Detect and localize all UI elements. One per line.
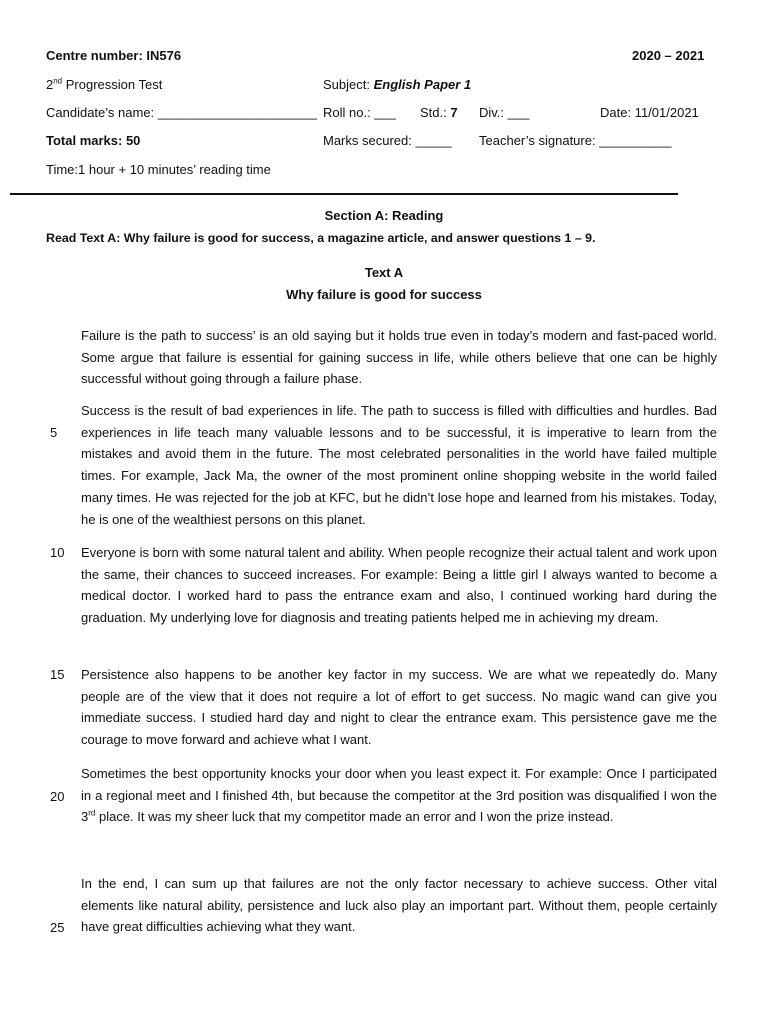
time-allowed: Time:1 hour + 10 minutes’ reading time xyxy=(46,162,271,177)
paragraph-6: In the end, I can sum up that failures are not the only factor necessary to achieve success. Other vital elements like natural ability, persistence and luck also play an important part. Without them, people certainly have great difficulties achieving what they want. xyxy=(81,876,717,935)
marks-secured-field: Marks secured: _____ xyxy=(323,133,452,148)
text-title: Why failure is good for success xyxy=(286,287,482,302)
test-name-text: Progression Test xyxy=(65,77,163,92)
section-instruction: Read Text A: Why failure is good for success, a magazine article, and answer questions 1 – 9. xyxy=(46,231,596,245)
date-field: Date: 11/01/2021 xyxy=(600,105,699,120)
subject-value: English Paper 1 xyxy=(373,77,472,92)
test-name xyxy=(46,77,162,93)
section-title: Section A: Reading xyxy=(324,208,444,223)
div-field: Div.: ___ xyxy=(479,105,530,120)
line-number-20: 20 xyxy=(50,789,65,804)
roll-no-field: Roll no.: ___ xyxy=(323,105,396,120)
std-value: 7 xyxy=(450,105,458,120)
line-number-25: 25 xyxy=(50,920,65,935)
text-label: Text A xyxy=(364,265,404,280)
paragraph-5-part-2: place. It was my sheer luck that my competitor made an error and I won the prize instead. xyxy=(95,809,614,825)
paragraph-5-superscript: rd xyxy=(88,809,96,819)
paragraph-3: Everyone is born with some natural talent and ability. When people recognize their actual talent and work upon the same, their chances to succeed increases. For example: Being a little girl I always wanted to become a medical doctor. I worked hard to pass the entrance exam and also, I continued working hard during the graduation. My underlying love for diagnosis and treating patients helped me in achieving my dream. xyxy=(81,545,717,626)
subject-label: Subject: xyxy=(323,77,370,92)
centre-number: Centre number: IN576 xyxy=(46,48,182,63)
academic-year: 2020 – 2021 xyxy=(632,48,705,63)
std-field xyxy=(420,105,458,121)
paragraph-2: Success is the result of bad experiences in life. The path to success is filled with difficulties and hurdles. Bad experiences in life teach many valuable lessons and to be successful, it is imperative to learn from the mistakes and avoid them in the future. The most celebrated personalities in the world have failed multiple times. For example, Jack Ma, the owner of the most prominent online shopping website in the world failed many times. He was rejected for the job at KFC, but he didn’t lose hope and learned from his mistakes. Today, he is one of the wealthiest persons on this planet. xyxy=(81,403,717,527)
paragraph-5-part-1: Sometimes the best opportunity knocks your door when you least expect it. For example: Once I participated in a regional meet and I finished 4th, but because the competitor at the 3rd position was disqualified I won the 3 xyxy=(81,766,717,825)
paragraph-1: Failure is the path to success’ is an old saying but it holds true even in today’s modern and fast-paced world. Some argue that failure is essential for gaining success in life, while others believe that one can be highly successful without going through a failure phase. xyxy=(81,328,717,387)
teacher-signature-field: Teacher’s signature: __________ xyxy=(479,133,672,148)
paragraph-5 xyxy=(81,763,717,828)
header-divider xyxy=(10,193,678,195)
line-number-5: 5 xyxy=(50,425,58,440)
std-label: Std.: xyxy=(420,105,447,120)
candidate-name-field: Candidate’s name: ______________________ xyxy=(46,105,317,120)
test-ordinal-suffix: nd xyxy=(53,76,63,86)
paragraph-4: Persistence also happens to be another key factor in my success. We are what we repeatedly do. Many people are of the view that it does not require a lot of effort to get success. No magic wand can give you immediate success. I studied hard day and night to clear the entrance exam. This persistence gave me the courage to move forward and achieve what I want. xyxy=(81,667,717,748)
subject xyxy=(323,77,471,93)
test-ordinal: 2 xyxy=(46,77,54,92)
line-number-10: 10 xyxy=(50,545,65,560)
line-number-15: 15 xyxy=(50,667,65,682)
total-marks: Total marks: 50 xyxy=(46,133,141,148)
